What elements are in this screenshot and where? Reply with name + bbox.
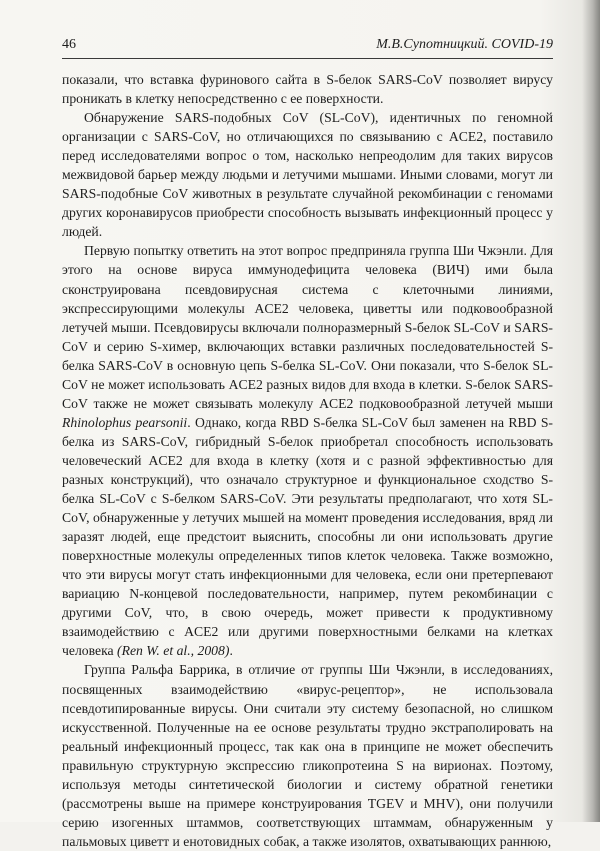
page-number: 46: [62, 37, 76, 52]
paragraph-1: показали, что вставка фуринового сайта в S-белок SARS-CoV позволяет вирусу проникать в клетку непосредственно с ее поверхности.: [62, 72, 553, 107]
header-rule: [62, 58, 553, 59]
page-edge-shadow: [582, 0, 600, 822]
paragraph-3-text-c: .: [229, 643, 233, 659]
body-text: [62, 70, 553, 851]
paragraph-3-text-a: Первую попытку ответить на этот вопрос предприняла группа Ши Чжэнли. Для этого на основе вируса иммунодефицита человека (ВИЧ) ими была сконструирована псевдовирусная система с клеточными линиями, экспрессирующими молекулы ACE2 человека, циветты или подковообразной летучей мыши. Псевдовирусы включали полноразмерный S-белок SL-CoV и SARS-CoV и серию S-химер, включающих вставки различных последовательностей S-белка SARS-CoV в основную цепь S-белка SL-CoV. Они показали, что S-белок SL-CoV не может использовать ACE2 разных видов для входа в клетки. S-белок SARS-CoV также не может связывать молекулу ACE2 подковообразной летучей мыши: [62, 243, 553, 411]
paragraph-3-text-b: . Однако, когда RBD S-белка SL-CoV был заменен на RBD S-белка из SARS-CoV, гибридный S-белок приобретал способность использовать человеческий ACE2 для входа в клетку (хотя и с разной эффективностью для разных конструкций), что означало структурное и функциональное сходство S-белка SL-CoV с S-белком SARS-CoV. Эти результаты предполагают, что хотя SL-CoV, обнаруженные у летучих мышей на момент проведения исследования, вряд ли заразят людей, еще предстоит выяснить, способны ли они использовать другие поверхностные молекулы определенных типов клеток человека. Также возможно, что эти вирусы могут стать инфекционными для человека, если они претерпевают вариацию N-концевой последовательности, например, путем рекомбинации с другими CoV, что, в свою очередь, может привести к продуктивному взаимодействию с ACE2 или другими поверхностными белками на клетках человека: [62, 414, 553, 659]
running-head: М.В.Супотницкий. COVID-19: [376, 37, 553, 52]
paragraph-2: Обнаружение SARS-подобных CoV (SL-CoV), идентичных по геномной организации с SARS-CoV, но отличающихся по связыванию с ACE2, поставило перед исследователями вопрос о том, насколько непреодолим для таких вирусов межвидовой барьер между людьми и летучими мышами. Иными словами, могут ли SARS-подобные CoV животных в результате случайной рекомбинации с геномами других коронавирусов приобрести способность вызывать инфекционный процесс у людей.: [62, 110, 553, 240]
paragraph-3: [62, 241, 553, 660]
citation: (Ren W. et al., 2008): [117, 643, 230, 659]
species-name: Rhinolophus pearsonii: [62, 414, 188, 430]
paragraph-4: Группа Ральфа Баррика, в отличие от группы Ши Чжэнли, в исследованиях, посвященных взаимодействию «вирус-рецептор», не использовала псевдотипированные вирусы. Они считали эту систему безопасной, но слишком искусственной. Полученные на ее основе результаты трудно экстраполировать на реальный инфекционный процесс, так как она в принципе не может обеспечить правильную структурную экспрессию гликопротеина S на вирионах. Поэтому, используя методы синтетической биологии и систему обратной генетики (рассмотрены выше на примере конструирования TGEV и MHV), они получили серию изогенных штаммов, соответствующих штаммам, обнаруженным у пальмовых циветт и енотовидных собак, а также изолятов, охватывающих раннюю,: [62, 662, 553, 849]
page-header: [62, 33, 553, 57]
